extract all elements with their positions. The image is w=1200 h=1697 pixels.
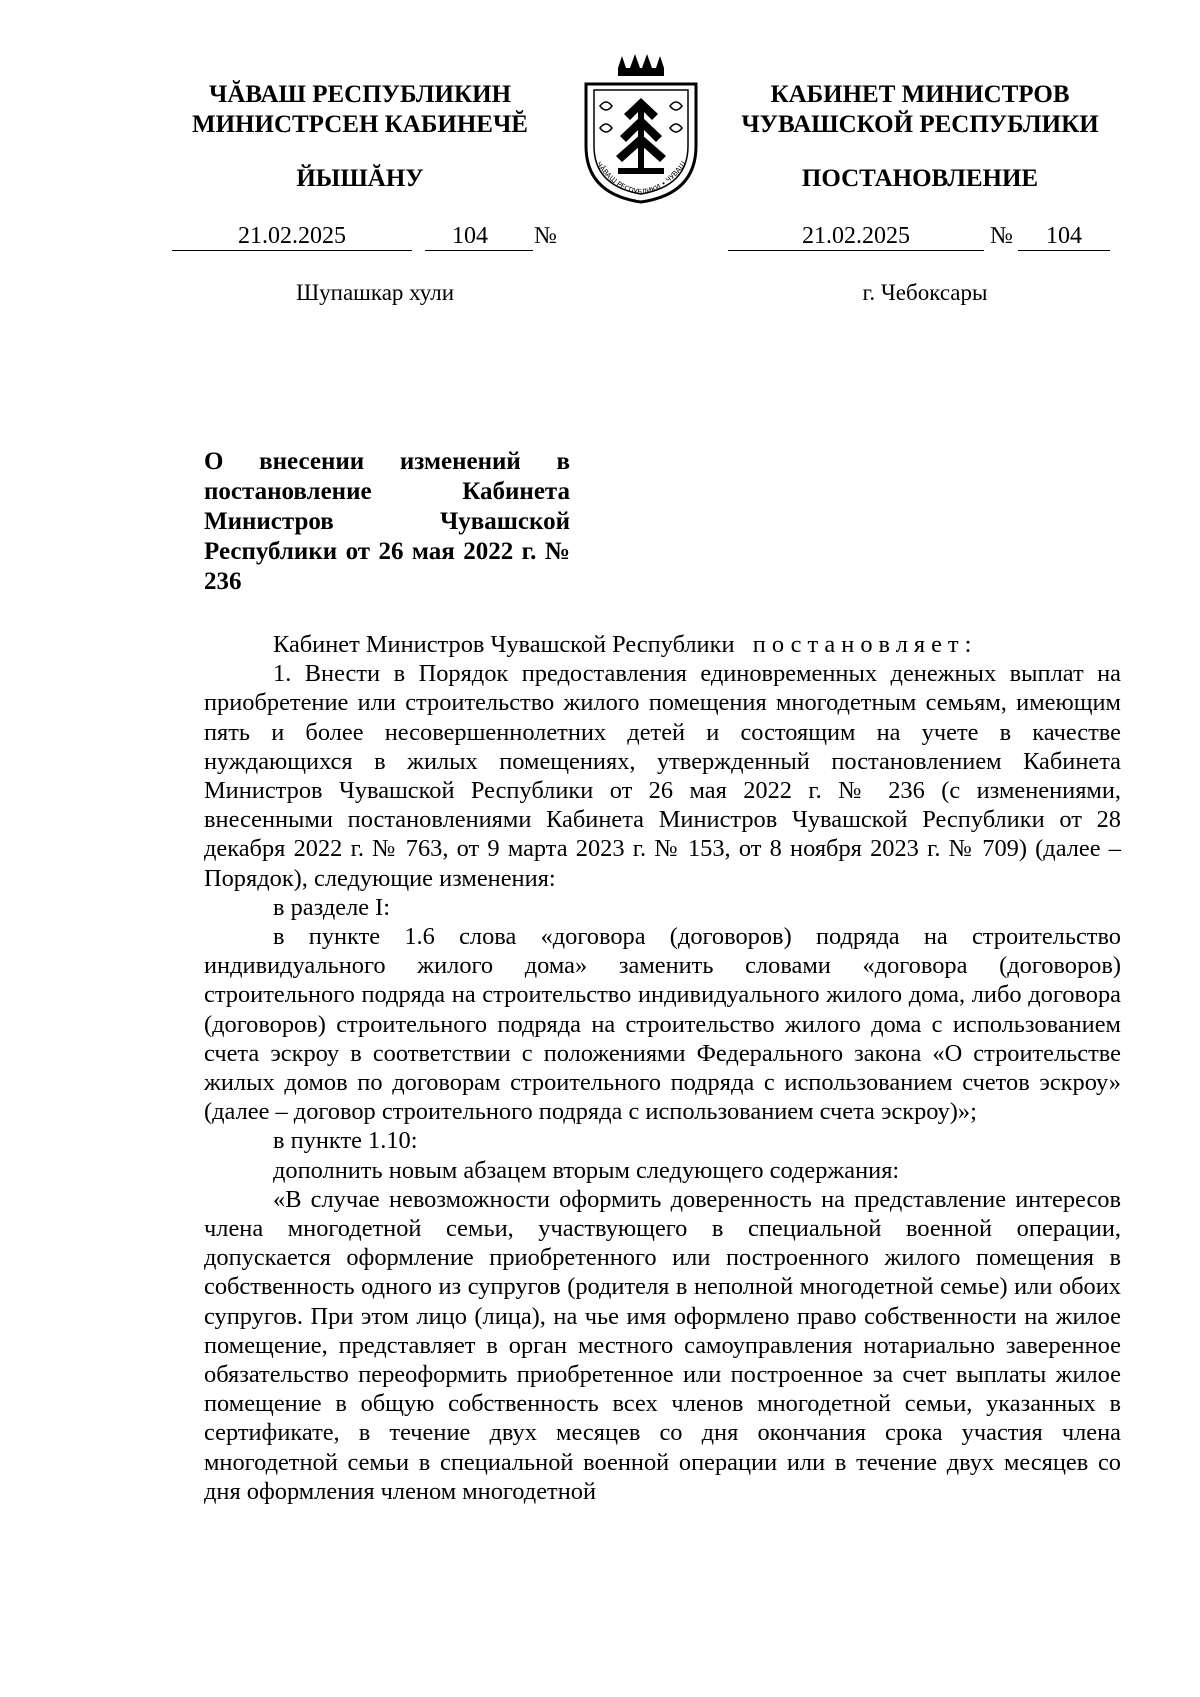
body-paragraph-2: в разделе I: bbox=[273, 893, 391, 921]
right-city: г. Чебоксары bbox=[862, 280, 988, 305]
body-paragraph-5: дополнить новым абзацем вторым следующего содержания: bbox=[273, 1156, 900, 1184]
left-number-underline bbox=[425, 250, 533, 251]
intro-prefix: Кабинет Министров Чувашской Республики bbox=[273, 631, 735, 658]
doc-type-right: ПОСТАНОВЛЕНИЕ bbox=[801, 165, 1039, 192]
body-paragraph-3: в пункте 1.6 слова «договора (договоров) подряда на строительство индивидуального жилого дома» заменить словами «договора (договоров) строительного подряда на строительство индивидуального жилого дома, либо договора (договоров) строительного подряда на строительство жилого дома с использованием счета эскроу в соответствии с положениями Федерального закона «О строительстве жилых домов по договорам строительного подряда с использованием счетов эскроу» (далее – договор строительного подряда с использованием счета эскроу)»; bbox=[204, 923, 1121, 1126]
left-number-sign: № bbox=[534, 223, 557, 249]
document-title: О внесении изменений в постановление Кабинета Министров Чувашской Республики от 26 мая 2022 г. № 236 bbox=[204, 448, 570, 595]
intro-verb: постановляет: bbox=[752, 631, 978, 658]
left-date: 21.02.2025 bbox=[238, 223, 346, 249]
header-right bbox=[700, 80, 1140, 140]
left-number: 104 bbox=[452, 223, 488, 249]
right-date-underline bbox=[728, 250, 984, 251]
right-number-underline bbox=[1018, 250, 1110, 251]
emblem-icon bbox=[566, 54, 716, 204]
header-left bbox=[140, 80, 580, 140]
header-left-line2: МИНИСТРСЕН КАБИНЕЧĔ bbox=[192, 111, 528, 138]
header-right-line2: ЧУВАШСКОЙ РЕСПУБЛИКИ bbox=[741, 111, 1099, 138]
right-date: 21.02.2025 bbox=[802, 223, 910, 249]
document-body bbox=[204, 630, 1121, 1506]
body-paragraph-4: в пункте 1.10: bbox=[273, 1127, 418, 1155]
header-left-line1: ЧĂВАШ РЕСПУБЛИКИН bbox=[208, 81, 512, 108]
intro-line bbox=[204, 630, 1121, 659]
right-number-sign: № bbox=[990, 223, 1013, 249]
doc-type-left: ЙЫШĂНУ bbox=[296, 165, 424, 192]
body-paragraph-6: «В случае невозможности оформить доверенность на представление интересов члена многодетной семьи, участвующего в специальной военной операции, допускается оформление приобретенного или построенного жилого помещения в собственность одного из супругов (родителя в неполной многодетной семье) или обоих супругов. При этом лицо (лица), на чье имя оформлено право собственности на жилое помещение, представляет в орган местного самоуправления нотариально заверенное обязательство переоформить приобретенное или построенное за счет выплаты жилое помещение в общую собственность всех членов многодетной семьи, указанных в сертификате, в течение двух месяцев со дня окончания срока участия члена многодетной семьи в специальной военной операции или в течение двух месяцев со дня оформления членом многодетной bbox=[204, 1185, 1121, 1505]
coat-of-arms-emblem bbox=[566, 54, 716, 204]
left-date-underline bbox=[172, 250, 412, 251]
body-paragraph-1: 1. Внести в Порядок предоставления единовременных денежных выплат на приобретение или строительство жилого помещения многодетным семьям, имеющим пять и более несовершеннолетних детей и состоящим на учете в качестве нуждающихся в жилых помещениях, утвержденный постановлением Кабинета Министров Чувашской Республики от 26 мая 2022 г. № 236 (с изменениями, внесенными постановлениями Кабинета Министров Чувашской Республики от 28 декабря 2022 г. № 763, от 9 марта 2023 г. № 153, от 8 ноября 2023 г. № 709) (далее – Порядок), следующие изменения: bbox=[204, 660, 1121, 892]
left-city: Шупашкар хули bbox=[295, 280, 455, 305]
header-right-line1: КАБИНЕТ МИНИСТРОВ bbox=[770, 81, 1070, 108]
emblem-ring-text: ЧĂВАШ РЕСПУБЛИКИ • ЧУВАШ bbox=[594, 160, 688, 197]
right-number: 104 bbox=[1046, 223, 1082, 249]
